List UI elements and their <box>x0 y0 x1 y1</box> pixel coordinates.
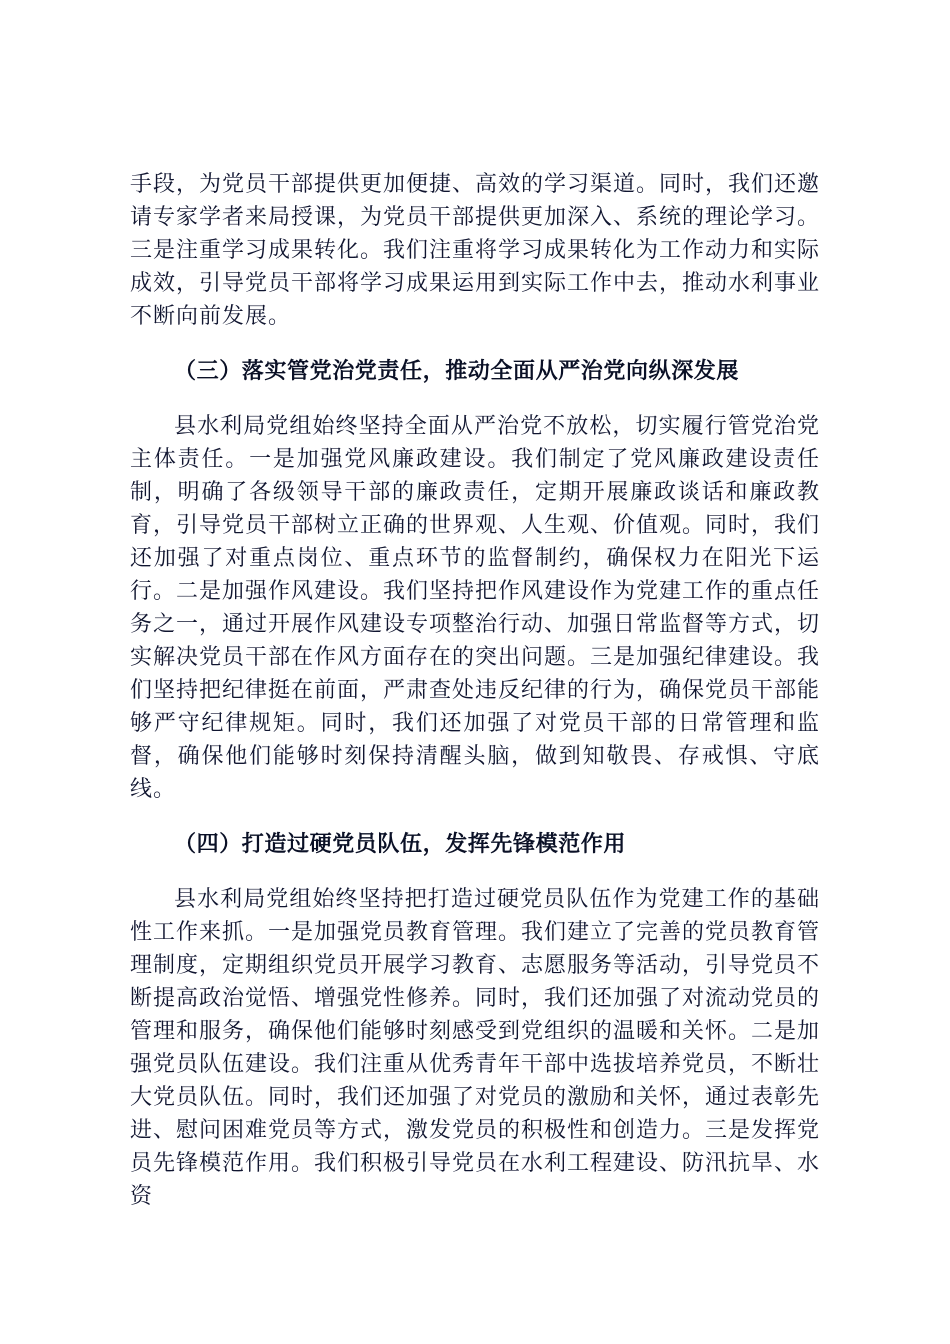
document-body <box>130 168 820 1213</box>
spacer <box>130 806 820 828</box>
spacer <box>130 333 820 355</box>
paragraph-section-3: 县水利局党组始终坚持全面从严治党不放松，切实履行管党治党主体责任。一是加强党风廉政建设。我们制定了党风廉政建设责任制，明确了各级领导干部的廉政责任，定期开展廉政谈话和廉政教育，引导党员干部树立正确的世界观、人生观、价值观。同时，我们还加强了对重点岗位、重点环节的监督制约，确保权力在阳光下运行。二是加强作风建设。我们坚持把作风建设作为党建工作的重点任务之一，通过开展作风建设专项整治行动、加强日常监督等方式，切实解决党员干部在作风方面存在的突出问题。三是加强纪律建设。我们坚持把纪律挺在前面，严肃查处违反纪律的行为，确保党员干部能够严守纪律规矩。同时，我们还加强了对党员干部的日常管理和监督，确保他们能够时刻保持清醒头脑，做到知敬畏、存戒惧、守底线。 <box>130 414 821 802</box>
spacer <box>130 861 820 883</box>
section-heading-4: （四）打造过硬党员队伍，发挥先锋模范作用 <box>174 832 627 857</box>
spacer <box>130 388 820 410</box>
paragraph-continued: 手段，为党员干部提供更加便捷、高效的学习渠道。同时，我们还邀请专家学者来局授课，为党员干部提供更加深入、系统的理论学习。三是注重学习成果转化。我们注重将学习成果转化为工作动力和实际成效，引导党员干部将学习成果运用到实际工作中去，推动水利事业不断向前发展。 <box>130 172 821 329</box>
section-heading-3: （三）落实管党治党责任，推动全面从严治党向纵深发展 <box>174 359 740 384</box>
paragraph-section-4: 县水利局党组始终坚持把打造过硬党员队伍作为党建工作的基础性工作来抓。一是加强党员教育管理。我们建立了完善的党员教育管理制度，定期组织党员开展学习教育、志愿服务等活动，引导党员不断提高政治觉悟、增强党性修养。同时，我们还加强了对流动党员的管理和服务，确保他们能够时刻感受到党组织的温暖和关怀。二是加强党员队伍建设。我们注重从优秀青年干部中选拔培养党员，不断壮大党员队伍。同时，我们还加强了对党员的激励和关怀，通过表彰先进、慰问困难党员等方式，激发党员的积极性和创造力。三是发挥党员先锋模范作用。我们积极引导党员在水利工程建设、防汛抗旱、水资 <box>130 887 821 1209</box>
